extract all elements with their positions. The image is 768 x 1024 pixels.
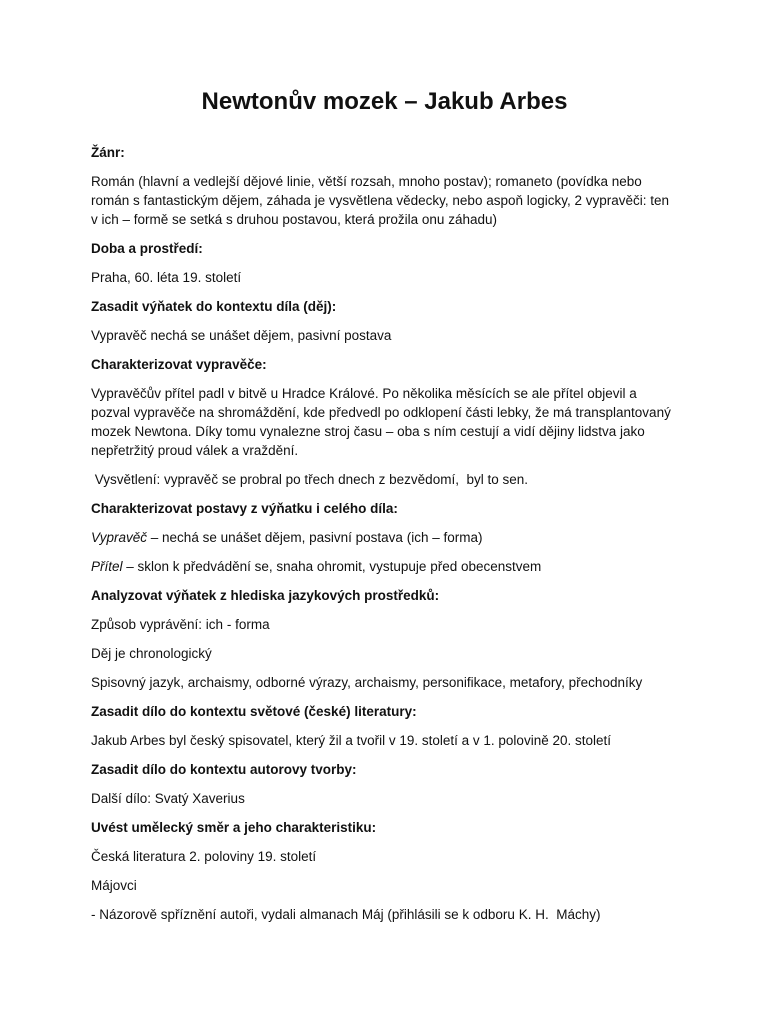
paragraph: Román (hlavní a vedlejší dějové linie, větší rozsah, mnoho postav); romaneto (povídka nebo román s fantastickým dějem, záhada je vysvětlena vědecky, nebo aspoň logicky, 2 vypravěči: ten v ich – formě se setká s druhou postavou, která prožila onu záhadu): [91, 174, 670, 227]
character-paragraph: [91, 557, 678, 576]
section-heading: Uvést umělecký směr a jeho charakteristiku:: [91, 820, 377, 835]
paragraph: Způsob vyprávění: ich - forma: [91, 617, 270, 632]
paragraph: Vypravěčův přítel padl v bitvě u Hradce Králové. Po několika měsících se ale přítel objevil a pozval vypravěče na shromáždění, kde předvedl po odklopení části lebky, že má transplantovaný mozek Newtona. Díky tomu vynalezne stroj času – oba s ním cestují a vidí dějiny lidstva jako nepřetržitý proud válek a vraždění.: [91, 386, 671, 458]
paragraph: Praha, 60. léta 19. století: [91, 270, 242, 285]
character-term: Vypravěč: [91, 530, 148, 545]
character-paragraph: [91, 528, 678, 547]
paragraph: Jakub Arbes byl český spisovatel, který žil a tvořil v 19. století a v 1. polovině 20. století: [91, 733, 611, 748]
section-heading: Analyzovat výňatek z hlediska jazykových prostředků:: [91, 588, 440, 603]
paragraph: Česká literatura 2. poloviny 19. století: [91, 849, 317, 864]
paragraph: - Názorově spříznění autoři, vydali almanach Máj (přihlásili se k odboru K. H. Máchy): [91, 907, 601, 922]
character-term: Přítel: [91, 559, 123, 574]
paragraph: Májovci: [91, 878, 137, 893]
character-description: – nechá se unášet dějem, pasivní postava (ich – forma): [147, 530, 483, 545]
section-heading: Zasadit výňatek do kontextu díla (děj):: [91, 299, 337, 314]
paragraph: Vysvětlení: vypravěč se probral po třech dnech z bezvědomí, byl to sen.: [91, 472, 528, 487]
paragraph: Další dílo: Svatý Xaverius: [91, 791, 245, 806]
paragraph: Děj je chronologický: [91, 646, 212, 661]
section-heading: Zasadit dílo do kontextu světové (české) literatury:: [91, 704, 417, 719]
paragraph: Spisovný jazyk, archaismy, odborné výrazy, archaismy, personifikace, metafory, přechodníky: [91, 675, 643, 690]
section-heading: Charakterizovat vypravěče:: [91, 357, 267, 372]
document-title: Newtonův mozek – Jakub Arbes: [201, 88, 568, 115]
section-heading: Zasadit dílo do kontextu autorovy tvorby:: [91, 762, 357, 777]
character-description: – sklon k předvádění se, snaha ohromit, vystupuje před obecenstvem: [122, 559, 542, 574]
paragraph: Vypravěč nechá se unášet dějem, pasivní postava: [91, 328, 392, 343]
section-heading: Žánr:: [91, 145, 125, 160]
section-heading: Doba a prostředí:: [91, 241, 203, 256]
section-heading: Charakterizovat postavy z výňatku i celého díla:: [91, 501, 398, 516]
